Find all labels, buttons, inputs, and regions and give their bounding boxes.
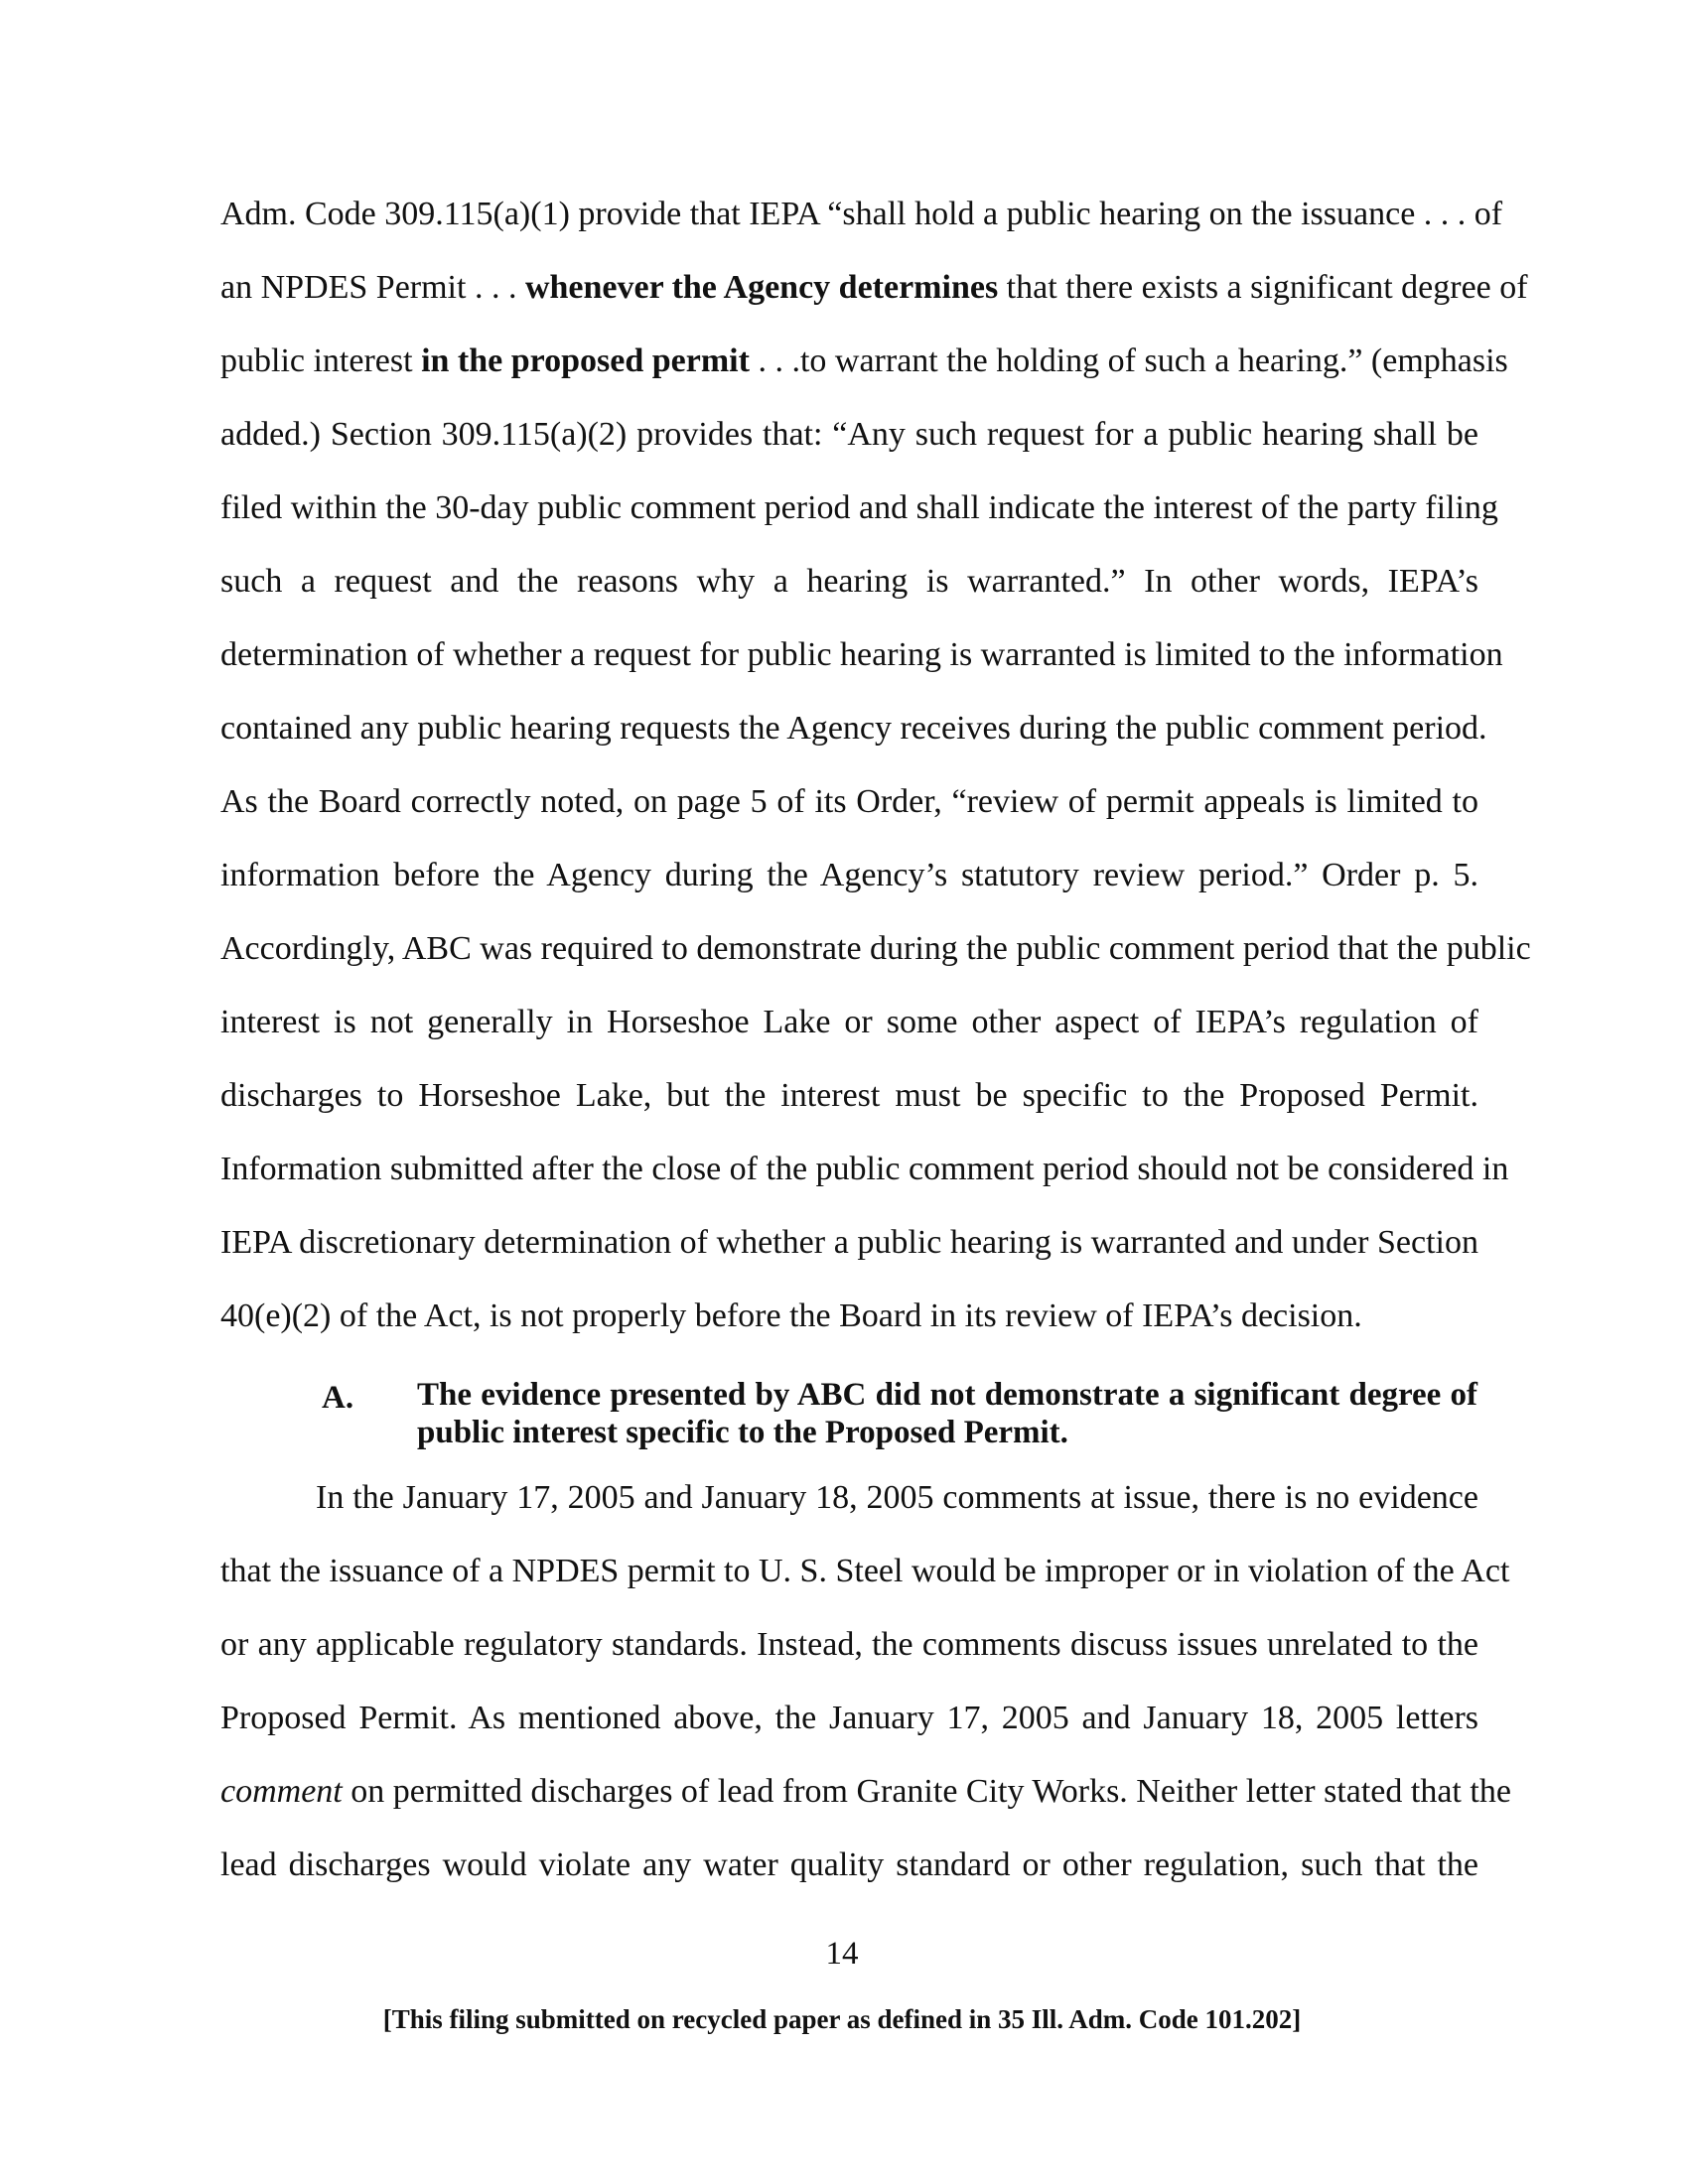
- section-heading-line-1: The evidence presented by ABC did not demonstrate a significant degree of: [417, 1377, 1477, 1413]
- body-line: [220, 782, 1478, 822]
- body-line: [220, 1003, 1478, 1042]
- body-line: [220, 856, 1478, 895]
- text-run: discharges to Horseshoe Lake, but the interest must be specific to the Proposed Permit.: [220, 1077, 1478, 1114]
- body-line: [220, 415, 1478, 455]
- body-line: [220, 1297, 1478, 1336]
- page-number: 14: [825, 1936, 859, 1972]
- italic-emphasis: comment: [220, 1773, 343, 1810]
- bold-emphasis: whenever the Agency determines: [524, 269, 999, 306]
- text-run: filed within the 30-day public comment period and shall indicate the interest of the party filing: [220, 489, 1498, 526]
- text-run: Adm. Code 309.115(a)(1) provide that IEPA “shall hold a public hearing on the issuance . . . of: [220, 196, 1503, 232]
- text-run: public interest: [220, 342, 422, 379]
- text-run: such a request and the reasons why a hearing is warranted.” In other words, IEPA’s: [220, 563, 1478, 600]
- text-run: Accordingly, ABC was required to demonstrate during the public comment period that the public: [220, 930, 1531, 967]
- text-run: Proposed Permit. As mentioned above, the January 17, 2005 and January 18, 2005 letters: [220, 1700, 1478, 1736]
- text-run: In the January 17, 2005 and January 18, 2005 comments at issue, there is no evidence: [316, 1479, 1478, 1516]
- body-line: [220, 929, 1531, 969]
- text-run: on permitted discharges of lead from Granite City Works. Neither letter stated that the: [342, 1773, 1511, 1810]
- text-run: 40(e)(2) of the Act, is not properly before the Board in its review of IEPA’s decision.: [220, 1297, 1362, 1334]
- body-line: [220, 1772, 1511, 1812]
- text-run: that the issuance of a NPDES permit to U. S. Steel would be improper or in violation of the Act: [220, 1553, 1510, 1589]
- body-line: [220, 1076, 1478, 1116]
- body-line: [220, 1699, 1478, 1738]
- body-line: [220, 709, 1487, 749]
- bold-emphasis: in the proposed permit: [421, 342, 750, 379]
- body-line: [220, 1552, 1510, 1591]
- text-run: information before the Agency during the Agency’s statutory review period.” Order p. 5.: [220, 857, 1478, 893]
- text-run: added.) Section 309.115(a)(2) provides that: “Any such request for a public hearing shall be: [220, 416, 1478, 453]
- text-run: As the Board correctly noted, on page 5 of its Order, “review of permit appeals is limited to: [220, 783, 1478, 820]
- body-line: [220, 341, 1508, 381]
- text-run: determination of whether a request for public hearing is warranted is limited to the information: [220, 636, 1503, 673]
- body-line: [220, 1625, 1478, 1665]
- text-run: interest is not generally in Horseshoe Lake or some other aspect of IEPA’s regulation of: [220, 1004, 1478, 1040]
- text-run: . . .to warrant the holding of such a hearing.” (emphasis: [749, 342, 1508, 379]
- body-line: [220, 1223, 1478, 1263]
- body-line: [220, 635, 1503, 675]
- body-line: [220, 195, 1503, 234]
- body-line: [220, 1150, 1509, 1189]
- body-line: [220, 562, 1478, 602]
- body-line: [220, 268, 1528, 308]
- text-run: Information submitted after the close of the public comment period should not be considered in: [220, 1151, 1509, 1187]
- text-run: or any applicable regulatory standards. Instead, the comments discuss issues unrelated to the: [220, 1626, 1478, 1663]
- body-line: [220, 488, 1498, 528]
- text-run: contained any public hearing requests the Agency receives during the public comment period.: [220, 710, 1487, 747]
- section-heading-line-2: public interest specific to the Proposed Permit.: [417, 1415, 1068, 1450]
- body-line: [220, 1845, 1478, 1885]
- text-run: IEPA discretionary determination of whether a public hearing is warranted and under Section: [220, 1224, 1478, 1261]
- section-heading-letter: A.: [322, 1380, 354, 1416]
- text-run: lead discharges would violate any water quality standard or other regulation, such that the: [220, 1846, 1478, 1883]
- footer-note: [This filing submitted on recycled paper as defined in 35 Ill. Adm. Code 101.202]: [382, 2004, 1302, 2034]
- text-run: an NPDES Permit . . .: [220, 269, 525, 306]
- body-line: [316, 1478, 1478, 1518]
- text-run: that there exists a significant degree of: [998, 269, 1528, 306]
